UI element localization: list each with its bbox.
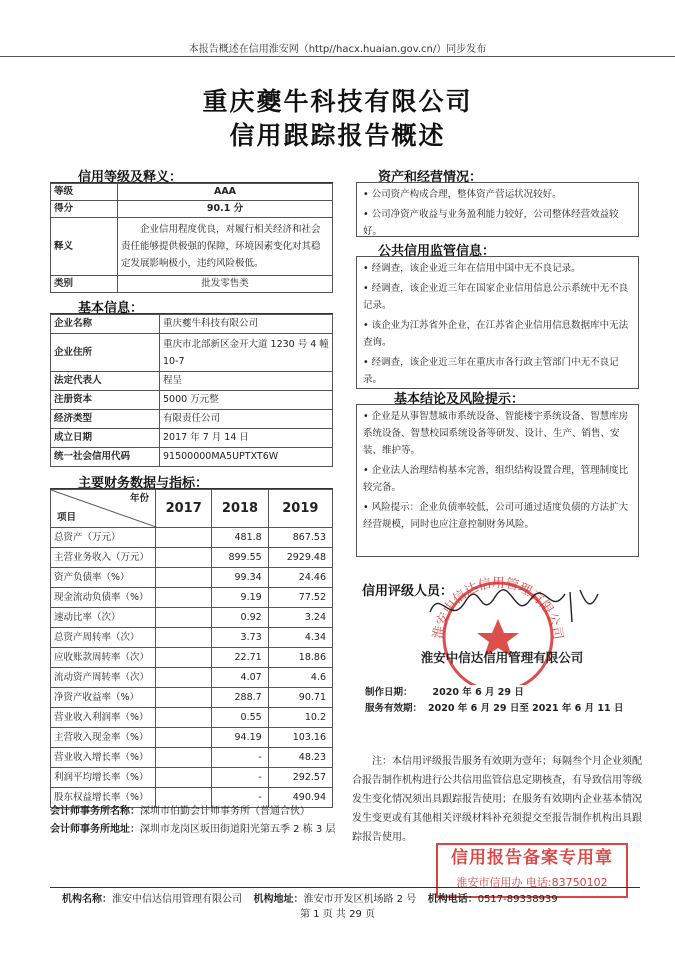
basic-label: 统一社会信用代码: [51, 448, 160, 467]
report-footnote: 注：本信用评级报告服务有效期为壹年；每隔叁个月企业须配合报告制作机构进行公共信用监管信息定期核查，有导致信用等级发生变化情况须出具跟踪报告使用；在服务有效期内企业基本情况发生变更或有其他相关评级材料补充须提交至报告制作机构出具跟踪报告使用。: [352, 756, 642, 843]
basic-label: 成立日期: [51, 429, 160, 448]
header-divider: [0, 56, 675, 57]
value-2017: [156, 748, 212, 768]
value-2019: 867.53: [268, 528, 332, 548]
rater-label: 信用评级人员：: [362, 584, 454, 599]
value-2018: -: [212, 748, 268, 768]
finance-row: [51, 688, 333, 708]
value-2017: [156, 708, 212, 728]
meaning-text: 企业信用程度优良，对履行相关经济和社会责任能够提供极强的保障，环境因素变化对其稳定发展影响极小，违约风险极低。: [118, 218, 333, 276]
conclusion-item: • 企业法人治理结构基本完善，组织结构设置合理，管理制度比较完备。: [363, 465, 629, 493]
finance-row: [51, 768, 333, 788]
basic-section-title: 基本信息：: [78, 301, 144, 316]
basic-table: [50, 314, 333, 467]
assets-item: • 公司净资产收益与业务盈利能力较好，公司整体经营效益较好。: [363, 209, 619, 237]
basic-value: 5000 万元整: [160, 391, 333, 410]
finance-row: [51, 748, 333, 768]
value-2019: 4.34: [268, 628, 332, 648]
supervision-item: • 经调查，该企业近三年在国家企业信用信息公示系统中无不良记录。: [363, 283, 629, 311]
conclusion-item: • 风险提示：企业负债率较低，公司可通过适度负债的方法扩大经营规模，同时也应注意控制财务风险。: [363, 502, 629, 530]
finance-row: [51, 528, 333, 548]
value-2017: [156, 548, 212, 568]
value-2017: [156, 668, 212, 688]
meaning-label: 释义: [51, 218, 118, 276]
value-2017: [156, 528, 212, 548]
value-2018: 9.19: [212, 588, 268, 608]
basic-value: 重庆市北部新区金开大道 1230 号 4 幢 10-7: [160, 334, 333, 372]
value-2019: 4.6: [268, 668, 332, 688]
footer-org-label: 机构名称：: [62, 894, 112, 905]
finance-table: [50, 489, 333, 808]
assets-item: • 公司资产构成合理，整体资产营运状况较好。: [363, 189, 562, 200]
supervision-section-title: 公共信用监管信息：: [378, 244, 496, 259]
finance-row-label: 利润平均增长率（%）: [51, 768, 156, 788]
rater-date-row: [365, 684, 524, 698]
value-2017: [156, 608, 212, 628]
finance-section-title: 主要财务数据与指标：: [78, 476, 209, 491]
value-2017: [156, 768, 212, 788]
value-2019: 77.52: [268, 588, 332, 608]
finance-row: [51, 628, 333, 648]
value-2018: 288.7: [212, 688, 268, 708]
basic-label: 经济类型: [51, 410, 160, 429]
value-2018: 94.19: [212, 728, 268, 748]
value-2019: 490.94: [268, 788, 332, 808]
rater-date-label: 制作日期：: [365, 687, 413, 698]
basic-value: 程呈: [160, 372, 333, 391]
assets-box: [356, 182, 639, 237]
level-value: AAA: [118, 184, 333, 201]
footer-addr-label: 机构地址：: [253, 894, 304, 905]
basic-value: 有限责任公司: [160, 410, 333, 429]
corner-item: 项目: [57, 512, 77, 523]
title-company: 重庆夔牛科技有限公司: [202, 87, 473, 116]
finance-row-label: 现金流动负债率（%）: [51, 588, 156, 608]
value-2017: [156, 628, 212, 648]
finance-row: [51, 548, 333, 568]
finance-row-label: 流动资产周转率（次）: [51, 668, 156, 688]
value-2017: [156, 648, 212, 668]
conclusion-item: • 企业是从事智慧城市系统设备、智能楼宇系统设备、智慧库房系统设备、智慧校园系统设备等研发、设计、生产、销售、安装、维护等。: [363, 411, 629, 456]
assets-section-title: 资产和经营情况：: [378, 170, 483, 185]
finance-row-label: 营业收入增长率（%）: [51, 748, 156, 768]
finance-row-label: 资产负债率（%）: [51, 568, 156, 588]
supervision-item: • 经调查，该企业近三年在重庆市各行政主管部门中无不良记录。: [363, 357, 619, 385]
finance-row: [51, 648, 333, 668]
finance-row-label: 总资产周转率（次）: [51, 628, 156, 648]
finance-row-label: 净资产收益率（%）: [51, 688, 156, 708]
category-value: 批发零售类: [118, 276, 333, 293]
rater-valid-label: 服务有效期：: [365, 703, 423, 714]
filing-stamp-phone: 淮安市信用办 电话:83750102: [456, 876, 608, 889]
value-2019: 292.57: [268, 768, 332, 788]
footer-tel-label: 机构电话：: [427, 894, 478, 905]
finance-row: [51, 568, 333, 588]
supervision-item: • 经调查，该企业近三年在信用中国中无不良记录。: [363, 263, 581, 274]
rater-signature: [420, 582, 610, 632]
basic-label: 注册资本: [51, 391, 160, 410]
value-2018: -: [212, 788, 268, 808]
level-label: 等级: [51, 184, 118, 201]
score-value: 90.1 分: [118, 201, 333, 218]
finance-row-label: 总资产（万元）: [51, 528, 156, 548]
footer-org-value: 淮安中信达信用管理有限公司: [112, 894, 242, 905]
value-2019: 2929.48: [268, 548, 332, 568]
value-2018: 3.73: [212, 628, 268, 648]
rater-agency: 淮安中信达信用管理有限公司: [420, 650, 584, 665]
page-number: 第 1 页 共 29 页: [300, 909, 375, 920]
finance-row-label: 应收账款周转率（次）: [51, 648, 156, 668]
footer-divider: [50, 887, 640, 888]
basic-label: 企业名称: [51, 315, 160, 334]
value-2019: 24.46: [268, 568, 332, 588]
value-2019: 90.71: [268, 688, 332, 708]
basic-value: 重庆夔牛科技有限公司: [160, 315, 333, 334]
accountant-block: [50, 803, 350, 839]
accountant-addr-value: 深圳市龙岗区坂田街道阳光第五季 2 栋 3 层: [140, 824, 336, 835]
supervision-box: [356, 256, 639, 389]
finance-row: [51, 608, 333, 628]
corner-year: 年份: [129, 493, 149, 504]
rating-section-title: 信用等级及释义：: [78, 170, 183, 185]
rater-valid-value: 2020 年 6 月 29 日至 2021 年 6 月 11 日: [428, 703, 624, 714]
footer-info: [62, 890, 558, 905]
basic-value: 2017 年 7 月 14 日: [160, 429, 333, 448]
header-note: 本报告概述在信用淮安网（http//hacx.huaian.gov.cn/）同步发布: [188, 44, 487, 55]
value-2019: 10.2: [268, 708, 332, 728]
finance-row-label: 主营业务收入（万元）: [51, 548, 156, 568]
value-2018: 4.07: [212, 668, 268, 688]
footer-addr-value: 淮安市开发区机场路 2 号: [303, 894, 417, 905]
value-2018: 899.55: [212, 548, 268, 568]
basic-label: 企业住所: [51, 334, 160, 372]
finance-corner-cell: [51, 490, 156, 528]
accountant-name-label: 会计师事务所名称：: [50, 806, 140, 817]
value-2019: 3.24: [268, 608, 332, 628]
value-2019: 103.16: [268, 728, 332, 748]
score-label: 得分: [51, 201, 118, 218]
value-2018: 0.92: [212, 608, 268, 628]
filing-stamp-title: 信用报告备案专用章: [451, 848, 613, 868]
value-2018: -: [212, 768, 268, 788]
finance-row-label: 速动比率（次）: [51, 608, 156, 628]
conclusion-section-title: 基本结论及风险提示：: [394, 392, 525, 407]
value-2018: 99.34: [212, 568, 268, 588]
rater-date-value: 2020 年 6 月 29 日: [432, 687, 524, 698]
value-2017: [156, 688, 212, 708]
year-header: 2018: [212, 490, 268, 528]
supervision-item: • 该企业为江苏省外企业，在江苏省企业信用信息数据库中无法查询。: [363, 320, 629, 348]
value-2018: 0.55: [212, 708, 268, 728]
footer-tel-value: 0517-89338939: [477, 894, 558, 905]
finance-row: [51, 588, 333, 608]
year-header: 2017: [156, 490, 212, 528]
finance-row: [51, 728, 333, 748]
title-report: 信用跟踪报告概述: [229, 121, 446, 150]
finance-row: [51, 708, 333, 728]
year-header: 2019: [268, 490, 332, 528]
category-label: 类别: [51, 276, 118, 293]
value-2017: [156, 568, 212, 588]
finance-row-label: 主营收入现金率（%）: [51, 728, 156, 748]
accountant-addr-label: 会计师事务所地址：: [50, 824, 140, 835]
finance-row: [51, 668, 333, 688]
value-2019: 48.23: [268, 748, 332, 768]
basic-value: 91500000MA5UPTXT6W: [160, 448, 333, 467]
value-2019: 18.86: [268, 648, 332, 668]
value-2018: 22.71: [212, 648, 268, 668]
rater-valid-row: [365, 700, 623, 714]
finance-row-label: 股东权益增长率（%）: [51, 788, 156, 808]
conclusion-box: [356, 404, 639, 557]
seal-text: 淮安中信达信用管理有限公司: [430, 575, 566, 641]
basic-label: 法定代表人: [51, 372, 160, 391]
value-2018: 481.8: [212, 528, 268, 548]
rating-table: [50, 183, 333, 293]
accountant-name-value: 深圳市伯勤会计师事务所（普通合伙）: [140, 806, 310, 817]
value-2017: [156, 588, 212, 608]
value-2017: [156, 728, 212, 748]
finance-row-label: 营业收入利润率（%）: [51, 708, 156, 728]
